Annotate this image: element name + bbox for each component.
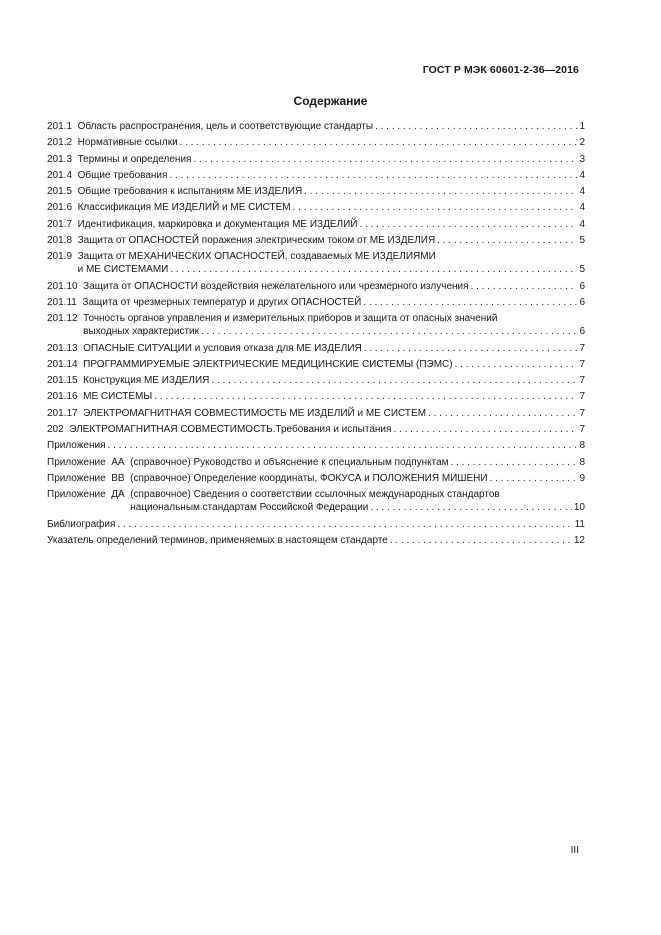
toc-entry-page: 8 xyxy=(579,456,585,468)
toc-entry[interactable] xyxy=(47,218,585,231)
toc-leader-dots xyxy=(201,325,577,338)
toc-entry-page: 5 xyxy=(579,264,585,276)
toc-entry-page: 6 xyxy=(579,326,585,338)
toc-leader-dots xyxy=(108,439,578,452)
toc-entry-number: 201.4 xyxy=(47,169,78,181)
toc-leader-dots xyxy=(154,390,577,403)
toc-entry-title: Область распространения, цель и соответствующие стандарты xyxy=(77,121,374,132)
toc-entry-page: 12 xyxy=(573,534,585,546)
toc-entry-page: 11 xyxy=(574,518,585,530)
toc-entry-title: и МЕ СИСТЕМАМИ xyxy=(77,264,169,276)
toc-entry[interactable] xyxy=(47,472,585,485)
toc-entry[interactable] xyxy=(47,423,585,436)
toc-entry-title: ПРОГРАММИРУЕМЫЕ ЭЛЕКТРИЧЕСКИЕ МЕДИЦИНСКИЕ СИСТЕМЫ (ПЭМС) xyxy=(83,358,453,370)
toc-leader-dots xyxy=(370,501,571,514)
toc-entry[interactable] xyxy=(47,358,585,371)
toc-leader-dots xyxy=(359,218,577,231)
toc-entry-number: 201.17 xyxy=(47,407,84,419)
toc-entry-number: Приложение ВВ xyxy=(47,472,131,484)
toc-entry-title-line1: Защита от МЕХАНИЧЕСКИХ ОПАСНОСТЕЙ, создаваемых МЕ ИЗДЕЛИЯМИ xyxy=(77,251,436,263)
page-number: III xyxy=(570,845,579,856)
toc-entry-title: Защита от ОПАСНОСТИ воздействия нежелательного или чрезмерного излучения xyxy=(83,280,469,292)
toc-entry-number: 201.10 xyxy=(47,280,84,292)
toc-entry-number: 201.8 xyxy=(47,235,78,247)
toc-entry-page: 4 xyxy=(579,218,585,230)
toc-entry-page: 5 xyxy=(579,235,585,247)
toc-entry-title: Нормативные ссылки xyxy=(77,137,178,149)
toc-entry[interactable] xyxy=(47,296,585,309)
toc-entry[interactable] xyxy=(47,169,585,182)
toc-entry-title: Общие требования к испытаниям МЕ ИЗДЕЛИЯ xyxy=(77,186,303,198)
toc-entry-title: ЭЛЕКТРОМАГНИТНАЯ СОВМЕСТИМОСТЬ.Требования и испытания xyxy=(69,424,392,436)
toc-entry[interactable] xyxy=(47,439,585,452)
toc-entry-title-line1: (справочное) Сведения о соответствии ссылочных международных стандартов xyxy=(130,489,500,501)
toc-entry-page: 1 xyxy=(579,121,585,132)
toc-entry-page: 8 xyxy=(579,440,585,452)
toc-entry[interactable] xyxy=(47,280,585,293)
toc-entry-page: 6 xyxy=(579,280,585,292)
toc-entry-page: 4 xyxy=(579,186,585,198)
toc-entry[interactable] xyxy=(47,534,585,547)
toc-entry[interactable] xyxy=(47,234,585,247)
toc-leader-dots xyxy=(170,263,577,276)
toc-entry-title-line1: Точность органов управления и измерительных приборов и защита от опасных значений xyxy=(83,313,498,325)
document-code: ГОСТ Р МЭК 60601-2-36—2016 xyxy=(422,64,579,76)
toc-entry[interactable] xyxy=(47,518,585,531)
toc-leader-dots xyxy=(180,136,578,149)
toc-entry[interactable] xyxy=(47,312,585,338)
toc-entry-page: 4 xyxy=(579,202,585,214)
toc-entry[interactable] xyxy=(47,390,585,403)
toc-leader-dots xyxy=(451,456,578,469)
toc-entry-number: 201.16 xyxy=(47,391,84,403)
toc-leader-dots xyxy=(393,423,577,436)
toc-entry-number: 202 xyxy=(47,424,70,436)
toc-entry[interactable] xyxy=(47,153,585,166)
toc-leader-dots xyxy=(471,280,578,293)
toc-entry-page: 7 xyxy=(579,391,585,403)
toc-entry-title: Библиография xyxy=(47,518,116,530)
toc-entry-page: 4 xyxy=(579,169,585,181)
toc-entry[interactable] xyxy=(47,456,585,469)
toc-leader-dots xyxy=(363,296,577,309)
toc-entry-title: национальным стандартам Российской Федерации xyxy=(130,502,369,514)
toc-leader-dots xyxy=(293,201,578,214)
toc-entry-number: 201.3 xyxy=(47,153,78,165)
toc-entry[interactable] xyxy=(47,488,585,514)
toc-leader-dots xyxy=(364,342,578,355)
toc-entry-number: 201.13 xyxy=(47,342,84,354)
toc-leader-dots xyxy=(455,358,578,371)
toc-entry-number: 201.12 xyxy=(47,313,84,325)
toc-entry-title: Классификация МЕ ИЗДЕЛИЙ и МЕ СИСТЕМ xyxy=(77,202,291,214)
toc-entry-title: Идентификация, маркировка и документация МЕ ИЗДЕЛИЙ xyxy=(77,218,358,230)
toc-leader-dots xyxy=(375,120,577,133)
toc-leader-dots xyxy=(428,407,577,420)
toc-entry-title: Общие требования xyxy=(77,169,168,181)
toc-entry-title: МЕ СИСТЕМЫ xyxy=(83,391,153,403)
toc-leader-dots xyxy=(390,534,572,547)
toc-entry[interactable] xyxy=(47,185,585,198)
toc-leader-dots xyxy=(437,234,577,247)
toc-leader-dots xyxy=(169,169,577,182)
toc-leader-dots xyxy=(193,153,577,166)
toc-entry[interactable] xyxy=(47,250,585,276)
toc-leader-dots xyxy=(211,374,577,387)
toc-entry[interactable] xyxy=(47,120,585,133)
toc-entry-number: 201.5 xyxy=(47,186,78,198)
toc-entry-title: Конструкция МЕ ИЗДЕЛИЯ xyxy=(83,375,210,387)
toc-entry[interactable] xyxy=(47,407,585,420)
toc-entry-title: (справочное) Определение координаты, ФОКУСА и ПОЛОЖЕНИЯ МИШЕНИ xyxy=(130,472,488,484)
toc-entry-number: 201.15 xyxy=(47,375,84,387)
toc-leader-dots xyxy=(304,185,577,198)
toc-entry-title: ЭЛЕКТРОМАГНИТНАЯ СОВМЕСТИМОСТЬ МЕ ИЗДЕЛИЙ и МЕ СИСТЕМ xyxy=(83,407,427,419)
toc-entry-page: 3 xyxy=(579,153,585,165)
table-of-contents xyxy=(47,120,585,550)
toc-entry[interactable] xyxy=(47,342,585,355)
toc-entry-title: Указатель определений терминов, применяемых в настоящем стандарте xyxy=(47,534,388,546)
toc-entry-page: 9 xyxy=(579,472,585,484)
toc-entry-page: 7 xyxy=(579,424,585,436)
toc-entry-number: 201.14 xyxy=(47,358,84,370)
toc-entry-page: 7 xyxy=(579,375,585,387)
toc-entry-page: 7 xyxy=(579,358,585,370)
toc-entry-number: 201.7 xyxy=(47,218,78,230)
toc-entry-title: ОПАСНЫЕ СИТУАЦИИ и условия отказа для МЕ ИЗДЕЛИЯ xyxy=(83,342,362,354)
toc-title: Содержание xyxy=(293,94,368,108)
toc-leader-dots xyxy=(117,518,572,531)
toc-entry-number: 201.11 xyxy=(47,296,83,308)
toc-entry[interactable] xyxy=(47,201,585,214)
toc-entry-title: Приложения xyxy=(47,440,106,452)
toc-entry[interactable] xyxy=(47,374,585,387)
toc-entry-number: 201.6 xyxy=(47,202,78,214)
toc-entry-title: Термины и определения xyxy=(77,153,192,165)
toc-entry-page: 7 xyxy=(579,407,585,419)
toc-entry-page: 6 xyxy=(579,296,585,308)
toc-entry[interactable] xyxy=(47,136,585,149)
toc-entry-number: 201.2 xyxy=(47,137,78,149)
toc-leader-dots xyxy=(490,472,578,485)
toc-entry-page: 7 xyxy=(579,342,585,354)
toc-entry-page: 10 xyxy=(573,502,585,514)
toc-entry-title: Защита от чрезмерных температур и других ОПАСНОСТЕЙ xyxy=(82,296,362,308)
toc-entry-number: Приложение ДА xyxy=(47,489,131,501)
toc-entry-page: 2 xyxy=(579,137,585,149)
toc-entry-number: Приложение АА xyxy=(47,456,131,468)
toc-entry-number: 201.1 xyxy=(47,121,78,132)
toc-entry-title: выходных характеристик xyxy=(83,326,199,338)
toc-entry-title: Защита от ОПАСНОСТЕЙ поражения электрическим током от МЕ ИЗДЕЛИЯ xyxy=(77,235,436,247)
toc-entry-number: 201.9 xyxy=(47,251,78,263)
toc-entry-title: (справочное) Руководство и объяснение к специальным подпунктам xyxy=(130,456,449,468)
